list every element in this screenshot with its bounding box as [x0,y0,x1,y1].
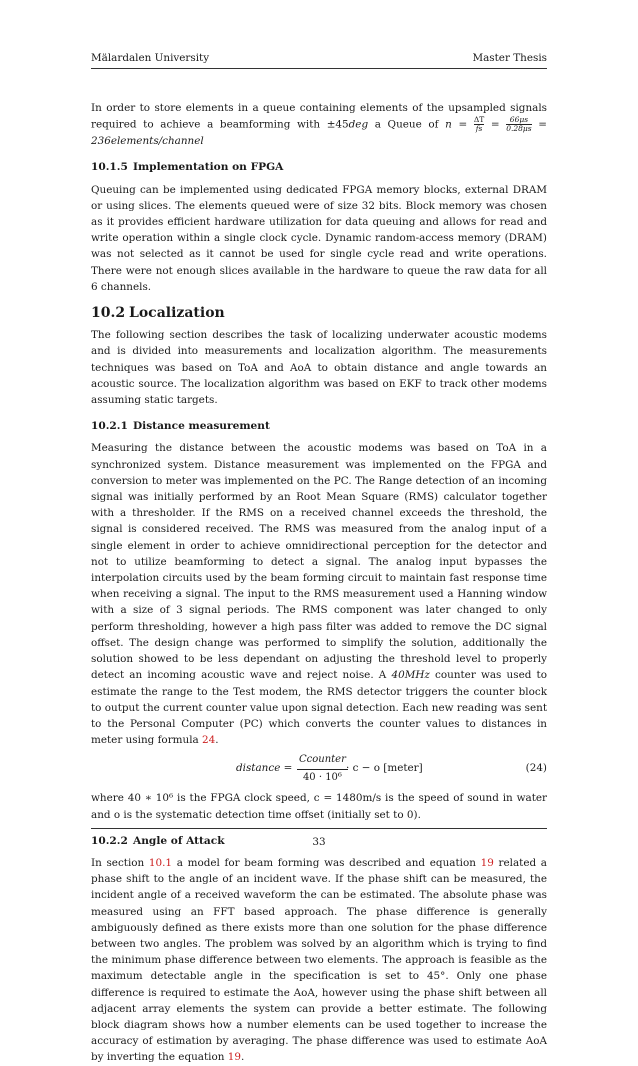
section-heading-10-2-2: 10.2.2 Angle of Attack [91,834,225,847]
equation-number: (24) [525,762,547,775]
equation-link-19[interactable]: 19 [480,856,494,869]
section-heading-10-1-5: 10.1.5 Implementation on FPGA [91,161,284,174]
section-heading-10-2-1: 10.2.1 Distance measurement [91,420,270,433]
header-right: Master Thesis [472,52,547,64]
inline-fraction-2: $\frac{66\mu s}{0.28\mu s}$ [506,115,532,134]
equation-fraction: Ccounter 40 · 10⁶ [299,754,346,783]
running-header [91,52,547,64]
header-rule [91,68,547,69]
paragraph-equation-explanation: where 40 ∗ 10⁶ is the FPGA clock speed, c = 1480m/s is the speed of sound in water and o is the systematic detection time offset (initially set to 0). [91,792,547,821]
paragraph-fpga: Queuing can be implemented using dedicated FPGA memory blocks, external DRAM or using slices. The elements queued were of size 32 bits. Block memory was chosen as it provides efficient hardware utilization for data queuing and allows for read and write operation within a single clock cycle. Dynamic random-access memory (DRAM) was not selected as it cannot be used for single cycle read and write operations. There were not enough slices available in the hardware to queue the raw data for all 6 channels. [91,183,547,293]
paragraph-distance: Measuring the distance between the acoustic modems was based on ToA in a synchronized system. Distance measurement was implemented on the FPGA and conversion to meter was implemented on the PC. The Range detection of an incoming signal was initially performed by an Root Mean Square (RMS) calculator together with a thresholder. If the RMS on a received channel exceeds the threshold, the signal is considered received. The RMS was measured from the analog input of a single element in order to achieve omnidirectional perception for the detector and not to utilize beamforming to detect a signal. The analog input bypasses the interpolation circuits used by the beam forming circuit to maintain fast response time when receiving a signal. The input to the RMS measurement used a Hanning window with a size of 3 signal periods. The RMS component was later changed to only perform thresholding, however a high pass filter was added to remove the DC signal offset. The design change was performed to simplify the solution, additionally the solution showed to be less dependant on adjusting the threshold level to properly detect an incoming acoustic wave and reject noise. A 40MHz counter was used to estimate the range to the Test modem, the RMS detector triggers the counter block to output the current counter value upon signal detection. Each new reading was sent to the Personal Computer (PC) which converts the counter values to distances in meter using formula 24. [91,442,547,747]
equation-24 [91,752,547,786]
section-link-10-1[interactable]: 10.1 [148,856,173,869]
page-number: 33 [312,836,326,848]
intro-paragraph: In order to store elements in a queue containing elements of the upsampled signals required to achieve a beamforming with ±45deg a Queue of n = $\frac{\Delta T}{fs}$ = $\frac{66\mu s}{0.28\mu s}$ = 236elements/channel [91,102,547,148]
equation-link-19-second[interactable]: 19 [227,1051,241,1064]
paragraph-localization: The following section describes the task of localizing underwater acoustic modems and is divided into measurements and localization algorithm. The measurements techniques was based on ToA and AoA to obtain distance and angle towards an acoustic source. The localization algorithm was based on EKF to track other modems assuming static targets. [91,329,547,407]
header-left: Mälardalen University [91,52,210,64]
equation-rhs: · c − o [meter] [346,762,423,775]
page-body [91,100,547,1066]
equation-lhs: distance = [236,762,293,775]
section-heading-10-2: 10.2 Localization [91,305,225,322]
footer-rule [91,828,547,829]
equation-link-24[interactable]: 24 [202,734,216,747]
paragraph-angle: In section 10.1 a model for beam forming was described and equation 19 related a phase shift to the angle of an incident wave. If the phase shift can be measured, the incident angle of a received waveform the can be estimated. The absolute phase was measured using an FFT based approach. The phase difference is generally ambiguously defined as there exists more than one solution for the phase difference between two angles. The problem was solved by an algorithm which is trying to find the minimum phase difference between two elements. The approach is feasible as the maximum detectable angle in the specification is set to 45°. Only one phase difference is required to estimate the AoA, however using the phase shift between all adjacent array elements the system can provide a better estimate. The following block diagram shows how a number elements can be used together to increase the accuracy of estimation by averaging. The phase difference was used to estimate AoA by inverting the equation 19. [91,856,547,1064]
inline-fraction-1: $\frac{\Delta T}{fs}$ [473,115,485,134]
